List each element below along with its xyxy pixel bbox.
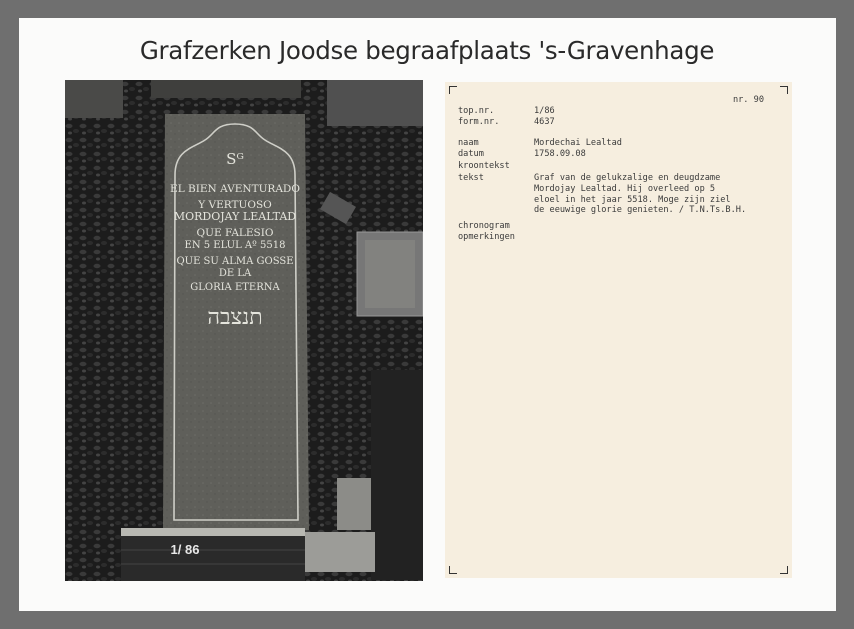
corner-mark: [449, 86, 457, 94]
tekst-line: de eeuwige glorie genieten. / T.N.Ts.B.H.: [534, 205, 747, 216]
page-title: Grafzerken Joodse begraafplaats 's-Gravenhage: [139, 36, 715, 65]
inscription-line: Y VERTUOSO: [198, 199, 272, 211]
field-label-opmerkingen: opmerkingen: [458, 232, 515, 242]
inscription-line: EN 5 ELUL Aº 5518: [184, 240, 286, 251]
tekst-line: Mordojay Lealtad. Hij overleed op 5: [534, 183, 716, 194]
field-value-naam: Mordechai Lealtad: [534, 138, 622, 148]
corner-mark: [780, 566, 788, 574]
background-slab: [65, 80, 123, 118]
inscription-line: GLORIA ETERNA: [190, 282, 280, 293]
inscription-line: DE LA: [218, 268, 252, 279]
inscription-line: תנצבה: [207, 305, 263, 330]
record-card: [445, 82, 792, 578]
tekst-line: eloel in het jaar 5518. Moge zijn ziel: [534, 194, 731, 205]
corner-mark: [780, 86, 788, 94]
inscription-line: QUE SU ALMA GOSSE: [176, 256, 294, 267]
field-value-topnr: 1/86: [534, 106, 555, 116]
field-label-tekst: tekst: [458, 173, 484, 183]
field-label-naam: naam: [458, 138, 479, 148]
field-label-topnr: top.nr.: [458, 106, 495, 116]
inscription-line: EL BIEN AVENTURADO: [170, 183, 300, 195]
record-number: nr. 90: [732, 95, 764, 105]
tekst-line: Graf van de gelukzalige en deugdzame: [534, 173, 721, 183]
corner-mark: [449, 566, 457, 574]
gravestone-photo: [65, 80, 423, 581]
field-value-tekst: [534, 173, 784, 216]
field-label-kroontekst: kroontekst: [458, 161, 510, 171]
field-label-chronogram: chronogram: [458, 221, 510, 231]
field-value-datum: 1758.09.08: [534, 149, 586, 159]
field-label-formnr: form.nr.: [458, 117, 500, 127]
field-label-datum: datum: [458, 149, 484, 159]
field-value-formnr: 4637: [534, 117, 555, 127]
photo-caption: 1/ 86: [170, 542, 200, 557]
inscription-line: QUE FALESIO: [196, 227, 274, 239]
inscription-line: Sᴳ: [226, 150, 244, 168]
inscription-line: MORDOJAY LEALTAD: [173, 210, 297, 223]
